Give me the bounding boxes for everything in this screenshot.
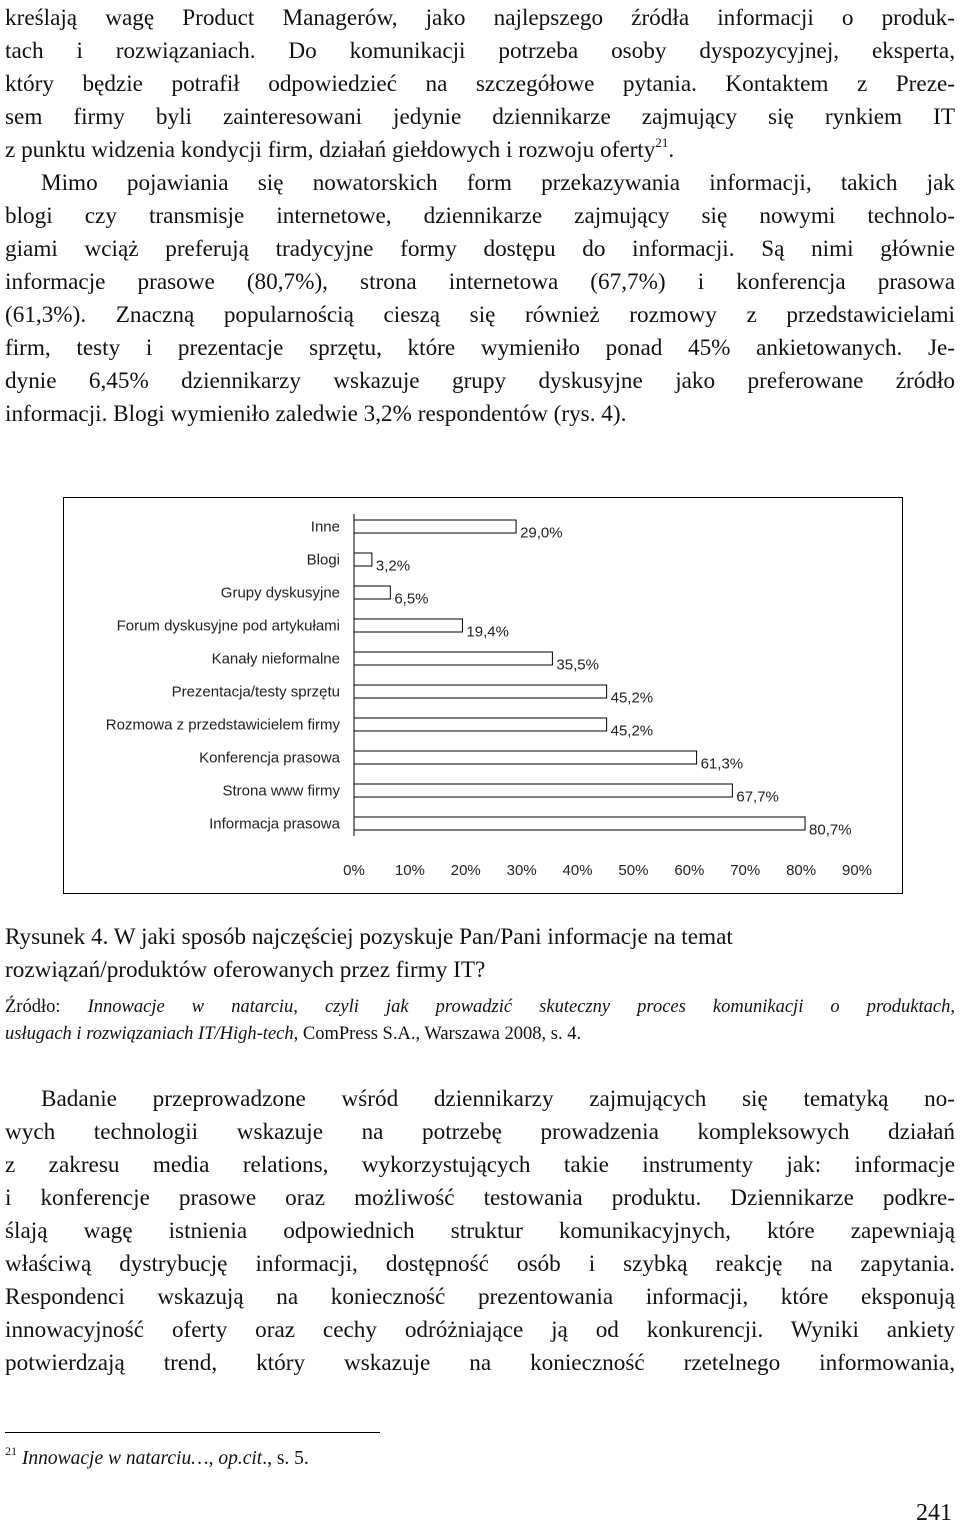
footnote-tail: ., s. 5. [262, 1448, 309, 1469]
category-label: Rozmowa z przedstawicielem firmy [105, 716, 340, 734]
x-tick-label: 40% [562, 862, 593, 879]
source-title-cont: usługach i rozwiązaniach IT/High-tech [5, 1024, 294, 1044]
category-label: Prezentacja/testy sprzętu [171, 683, 340, 701]
footnote-title: Innowacje w natarciu… [21, 1448, 209, 1469]
page-number: 241 [916, 1500, 952, 1526]
text-line: dynie 6,45% dziennikarzy wskazuje grupy dyskusyjne jako preferowane źródło [5, 368, 955, 394]
text-line: wych technologii wskazuje na potrzebę prowadzenia kompleksowych działań [5, 1119, 955, 1145]
text-line: Badanie przeprowadzone wśród dziennikarzy zajmujących się tematyką no- [41, 1086, 955, 1112]
data-label: 45,2% [610, 689, 654, 707]
category-label: Inne [310, 518, 340, 536]
data-label: 80,7% [809, 821, 852, 839]
bar-chart [63, 497, 903, 894]
footnote-separator [5, 1432, 380, 1433]
bar [354, 685, 607, 698]
text-line: Mimo pojawiania się nowatorskich form przekazywania informacji, takich jak [41, 170, 955, 196]
bar [354, 817, 805, 830]
text-line: sem firmy byli zainteresowani jedynie dziennikarze zajmujący się rynkiem IT [5, 104, 955, 130]
x-tick-label: 90% [841, 862, 873, 879]
bar-chart-svg [64, 498, 904, 895]
paragraph-three [5, 1083, 955, 1380]
text-line: informacje prasowe (80,7%), strona internetowa (67,7%) i konferencja prasowa [5, 269, 955, 295]
category-label: Blogi [306, 551, 340, 569]
bar [354, 718, 607, 731]
x-tick-label: 0% [343, 862, 365, 879]
category-label: Strona www firmy [222, 782, 340, 800]
text-line: innowacyjność oferty oraz cechy odróżniające ją od konkurencji. Wyniki ankiety [5, 1317, 955, 1343]
x-tick-label: 50% [618, 862, 649, 879]
x-tick-label: 80% [786, 862, 817, 879]
category-label: Konferencja prasowa [199, 749, 340, 767]
text-line: potwierdzają trend, który wskazuje na konieczność rzetelnego informowania, [5, 1350, 955, 1376]
category-label: Informacja prasowa [209, 815, 340, 833]
figure-source [5, 994, 955, 1048]
category-label: Forum dyskusyjne pod artykułami [116, 617, 340, 635]
text-line: giami wciąż preferują tradycyjne formy dostępu do informacji. Są nimi głównie [5, 236, 955, 262]
x-tick-label: 30% [506, 862, 537, 879]
text-line: informacji. Blogi wymieniło zaledwie 3,2% respondentów (rys. 4). [5, 401, 627, 427]
source-label: Źródło: [5, 997, 61, 1017]
x-tick-label: 70% [730, 862, 761, 879]
text-line: (61,3%). Znaczną popularnością cieszą się również rozmowy z przedstawicielami [5, 302, 955, 328]
bar [354, 751, 697, 764]
data-label: 29,0% [520, 524, 563, 542]
bar [354, 586, 390, 599]
x-tick-label: 20% [450, 862, 481, 879]
paragraph-two [5, 167, 955, 431]
category-label: Grupy dyskusyjne [220, 584, 340, 602]
data-label: 45,2% [610, 722, 654, 740]
x-tick-label: 60% [674, 862, 705, 879]
bar [354, 619, 462, 632]
text-line: z zakresu media relations, wykorzystujących takie instrumenty jak: informacje [5, 1152, 955, 1178]
source-title: Innowacje w natarciu, czyli jak prowadzić skuteczny proces komunikacji o produktach, [87, 997, 955, 1017]
data-label: 3,2% [375, 557, 411, 575]
category-label: Kanały nieformalne [211, 650, 340, 668]
footnote-reference: 21 [655, 135, 669, 150]
source-line [5, 994, 955, 1021]
footnote-sep: , [208, 1448, 219, 1469]
data-label: 61,3% [700, 755, 744, 773]
footnote [5, 1446, 309, 1472]
figure-caption [5, 921, 955, 987]
text-line: i konferencje prasowe oraz możliwość testowania produktu. Dziennikarze podkre- [5, 1185, 955, 1211]
bar [354, 553, 372, 566]
bar [354, 652, 552, 665]
source-publisher: , ComPress S.A., Warszawa 2008, s. 4. [293, 1024, 582, 1044]
text-line: tach i rozwiązaniach. Do komunikacji potrzeba osoby dyspozycyjnej, eksperta, [5, 38, 955, 64]
text-line: blogi czy transmisje internetowe, dziennikarze zajmujący się nowymi technolo- [5, 203, 955, 229]
text-line: kreślają wagę Product Managerów, jako najlepszego źródła informacji o produk- [5, 5, 955, 31]
data-label: 35,5% [556, 656, 599, 674]
x-tick-label: 10% [394, 862, 425, 879]
text-line-content: z punktu widzenia kondycji firm, działań giełdowych i rozwoju oferty [5, 137, 656, 163]
text-line: firm, testy i prezentacje sprzętu, które wymieniło ponad 45% ankietowanych. Je- [5, 335, 955, 361]
bar [354, 520, 516, 533]
text-line: Respondenci wskazują na konieczność prezentowania informacji, które eksponują [5, 1284, 955, 1310]
caption-line: rozwiązań/produktów oferowanych przez firmy IT? [5, 957, 486, 983]
data-label: 19,4% [466, 623, 509, 641]
footnote-number: 21 [5, 1444, 17, 1458]
caption-line: Rysunek 4. W jaki sposób najczęściej pozyskuje Pan/Pani informacje na temat [5, 924, 733, 950]
text-punctuation: . [668, 137, 675, 163]
source-line [5, 1021, 955, 1048]
data-label: 67,7% [736, 788, 779, 806]
text-line: który będzie potrafił odpowiedzieć na szczegółowe pytania. Kontaktem z Preze- [5, 71, 955, 97]
bar [354, 784, 732, 797]
text-line: właściwą dystrybucję informacji, dostępność osób i szybką reakcję na zapytania. [5, 1251, 955, 1277]
paragraph-top [5, 2, 955, 167]
footnote-opcit: op.cit [218, 1448, 263, 1469]
text-line: ślają wagę istnienia odpowiednich struktur komunikacyjnych, które zapewniają [5, 1218, 955, 1244]
data-label: 6,5% [394, 590, 429, 608]
text-line [5, 134, 955, 167]
